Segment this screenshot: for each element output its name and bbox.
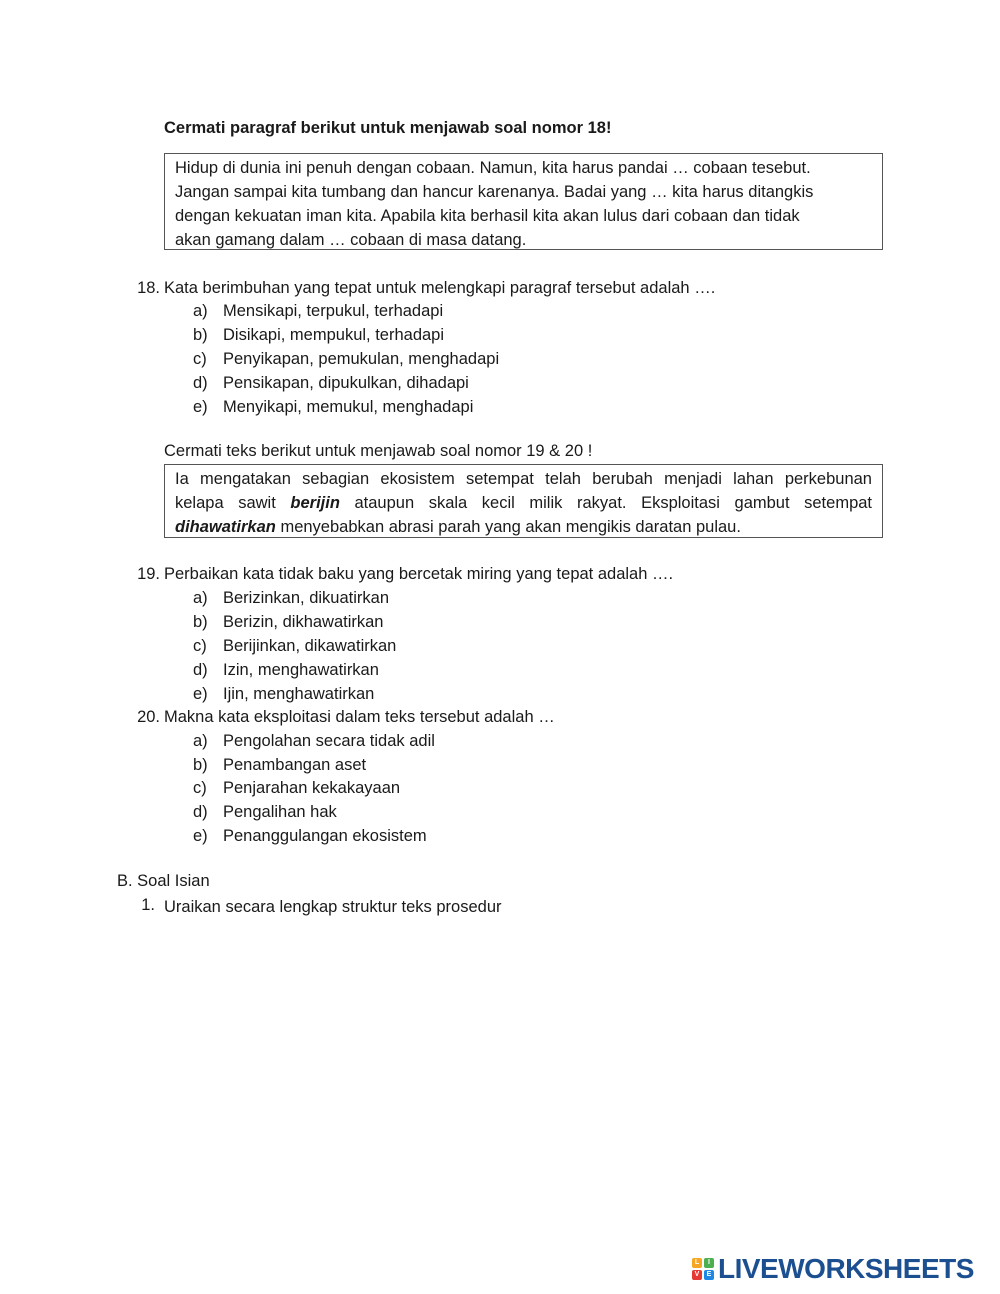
passage2-text: menyebabkan abrasi parah yang akan mengikis daratan pulau. — [275, 518, 741, 536]
passage2-line-1: Ia mengatakan sebagian ekosistem setempat telah berubah menjadi lahan perkebunan — [175, 470, 872, 488]
instruction-q18: Cermati paragraf berikut untuk menjawab soal nomor 18! — [164, 119, 612, 137]
option-18a[interactable] — [193, 299, 443, 323]
passage-box-1 — [164, 153, 883, 250]
logo-text: LIVEWORKSHEETS — [718, 1253, 974, 1284]
option-letter: e) — [193, 685, 208, 703]
option-text: Mensikapi, terpukul, terhadapi — [223, 302, 444, 320]
option-letter: a) — [193, 732, 208, 750]
italic-word-berijin: berijin — [290, 494, 340, 512]
option-letter: d) — [193, 374, 208, 392]
passage1-line: dengan kekuatan iman kita. Apabila kita berhasil kita akan lulus dari cobaan dan tidak — [175, 207, 800, 225]
option-text: Penambangan aset — [223, 756, 367, 774]
passage2-text: kelapa sawit — [175, 494, 291, 512]
option-letter: e) — [193, 398, 208, 416]
option-text: Berizinkan, dikuatirkan — [223, 589, 389, 607]
passage-box-2 — [164, 464, 883, 538]
option-text: Penyikapan, pemukulan, menghadapi — [223, 350, 500, 368]
option-20a[interactable] — [193, 729, 435, 753]
option-18c[interactable] — [193, 347, 499, 371]
option-letter: c) — [193, 779, 207, 797]
logo-mark-letter: L — [692, 1258, 702, 1268]
option-letter: a) — [193, 589, 208, 607]
passage2-line-3 — [175, 515, 872, 539]
passage2-line-2 — [175, 491, 872, 515]
liveworksheets-logo — [692, 1254, 974, 1284]
passage2-text: ataupun skala kecil milik rakyat. Eksploitasi gambut setempat — [339, 494, 873, 512]
option-19e[interactable] — [193, 682, 374, 706]
italic-word-dihawatirkan: dihawatirkan — [175, 518, 276, 536]
passage1-line: Hidup di dunia ini penuh dengan cobaan. Namun, kita harus pandai … cobaan tesebut. — [175, 159, 811, 177]
option-letter: b) — [193, 326, 208, 344]
option-text: Pengolahan secara tidak adil — [223, 732, 435, 750]
question-19-text: Perbaikan kata tidak baku yang bercetak miring yang tepat adalah …. — [164, 565, 674, 583]
option-letter: e) — [193, 827, 208, 845]
question-20-text: Makna kata eksploitasi dalam teks tersebut adalah … — [164, 708, 555, 726]
option-text: Ijin, menghawatirkan — [223, 685, 375, 703]
option-19d[interactable] — [193, 658, 379, 682]
option-text: Menyikapi, memukul, menghadapi — [223, 398, 474, 416]
question-18-text: Kata berimbuhan yang tepat untuk melengkapi paragraf tersebut adalah …. — [164, 279, 716, 297]
option-text: Pensikapan, dipukulkan, dihadapi — [223, 374, 469, 392]
option-text: Pengalihan hak — [223, 803, 337, 821]
option-20c[interactable] — [193, 776, 400, 800]
logo-mark-letter: I — [704, 1258, 714, 1268]
logo-mark-icon — [692, 1258, 714, 1280]
option-text: Izin, menghawatirkan — [223, 661, 379, 679]
option-letter: a) — [193, 302, 208, 320]
option-letter: c) — [193, 350, 207, 368]
option-19b[interactable] — [193, 610, 384, 634]
question-number-20: 20. — [137, 708, 160, 726]
option-text: Penanggulangan ekosistem — [223, 827, 427, 845]
option-20d[interactable] — [193, 800, 337, 824]
instruction-q19-20: Cermati teks berikut untuk menjawab soal nomor 19 & 20 ! — [164, 442, 593, 460]
question-number-19: 19. — [137, 565, 160, 583]
section-b-item-text: Uraikan secara lengkap struktur teks prosedur — [164, 898, 502, 916]
option-18e[interactable] — [193, 395, 473, 419]
option-letter: d) — [193, 661, 208, 679]
option-letter: b) — [193, 613, 208, 631]
option-text: Penjarahan kekakayaan — [223, 779, 401, 797]
option-letter: b) — [193, 756, 208, 774]
option-letter: d) — [193, 803, 208, 821]
logo-mark-letter: E — [704, 1270, 714, 1280]
section-b-title: B. Soal Isian — [117, 872, 210, 890]
option-text: Berijinkan, dikawatirkan — [223, 637, 397, 655]
option-19a[interactable] — [193, 586, 389, 610]
option-18b[interactable] — [193, 323, 444, 347]
option-20b[interactable] — [193, 753, 366, 777]
option-text: Berizin, dikhawatirkan — [223, 613, 384, 631]
section-b-item-number: 1. — [141, 896, 155, 914]
option-text: Disikapi, mempukul, terhadapi — [223, 326, 445, 344]
question-number-18: 18. — [137, 279, 160, 297]
option-18d[interactable] — [193, 371, 469, 395]
option-19c[interactable] — [193, 634, 396, 658]
logo-mark-letter: V — [692, 1270, 702, 1280]
passage1-line: Jangan sampai kita tumbang dan hancur karenanya. Badai yang … kita harus ditangkis — [175, 183, 814, 201]
option-letter: c) — [193, 637, 207, 655]
option-20e[interactable] — [193, 824, 427, 848]
passage1-line: akan gamang dalam … cobaan di masa datang. — [175, 231, 527, 249]
